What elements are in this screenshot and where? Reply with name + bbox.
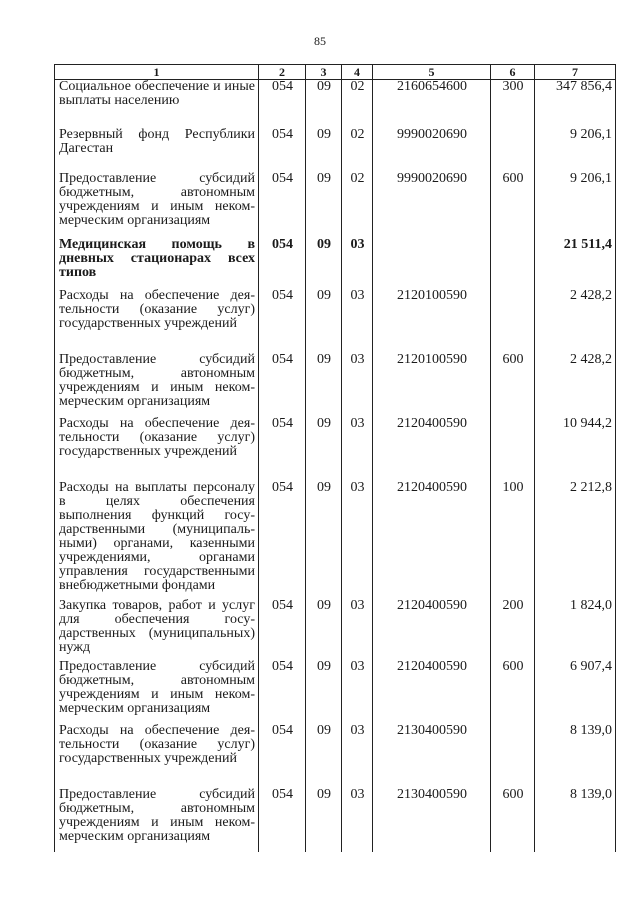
row-target-cell — [373, 238, 491, 289]
row-expense-type-cell: 300 — [491, 80, 535, 128]
row-expense-type-cell: 600 — [491, 172, 535, 238]
row-name-cell: Резервный фонд Республики Дагестан — [55, 128, 259, 172]
row-target-cell: 9990020690 — [373, 172, 491, 238]
row-expense-type-cell: 600 — [491, 788, 535, 852]
row-target-cell: 2120400590 — [373, 417, 491, 481]
row-section-cell: 09 — [306, 724, 342, 788]
row-target-cell: 2120100590 — [373, 353, 491, 417]
row-target-cell: 2120400590 — [373, 660, 491, 724]
row-subsection-cell: 03 — [342, 599, 373, 660]
row-target-cell: 2130400590 — [373, 724, 491, 788]
column-header-5: 5 — [373, 65, 491, 80]
row-section-cell: 09 — [306, 481, 342, 599]
column-header-6: 6 — [491, 65, 535, 80]
table-row — [55, 353, 616, 417]
row-name-cell: Предоставление субсидий бюджетным, автономным учреждениям и иным некоммерческим организациям — [55, 353, 259, 417]
row-amount-cell: 2 428,2 — [535, 353, 616, 417]
row-subsection-cell: 03 — [342, 417, 373, 481]
row-target-cell: 2160654600 — [373, 80, 491, 128]
row-expense-type-cell — [491, 724, 535, 788]
row-code-cell: 054 — [259, 238, 306, 289]
row-expense-type-cell — [491, 289, 535, 353]
row-subsection-cell: 03 — [342, 289, 373, 353]
table-row — [55, 172, 616, 238]
row-code-cell: 054 — [259, 128, 306, 172]
table-header-row — [55, 65, 616, 80]
row-amount-cell: 347 856,4 — [535, 80, 616, 128]
row-code-cell: 054 — [259, 417, 306, 481]
table-row — [55, 788, 616, 852]
table-row — [55, 481, 616, 599]
table-row — [55, 128, 616, 172]
table-row — [55, 80, 616, 128]
row-target-cell: 2120400590 — [373, 599, 491, 660]
row-code-cell: 054 — [259, 660, 306, 724]
table-row — [55, 660, 616, 724]
row-code-cell: 054 — [259, 481, 306, 599]
row-expense-type-cell: 100 — [491, 481, 535, 599]
column-header-3: 3 — [306, 65, 342, 80]
column-header-7: 7 — [535, 65, 616, 80]
row-code-cell: 054 — [259, 724, 306, 788]
row-name-cell: Расходы на выплаты персоналу в целях обеспечения выполнения функций государственными (муниципальными) органами, казенными учреждениями, органами управления государственными внебюджетными фондами — [55, 481, 259, 599]
row-name-cell: Расходы на обеспечение деятельности (оказание услуг) государственных учреждений — [55, 724, 259, 788]
row-expense-type-cell — [491, 417, 535, 481]
table-row — [55, 599, 616, 660]
row-subsection-cell: 02 — [342, 128, 373, 172]
row-amount-cell: 6 907,4 — [535, 660, 616, 724]
row-subsection-cell: 03 — [342, 238, 373, 289]
row-expense-type-cell — [491, 238, 535, 289]
row-name-cell: Расходы на обеспечение деятельности (оказание услуг) государственных учреждений — [55, 417, 259, 481]
row-target-cell: 9990020690 — [373, 128, 491, 172]
row-expense-type-cell: 600 — [491, 660, 535, 724]
row-section-cell: 09 — [306, 80, 342, 128]
column-header-2: 2 — [259, 65, 306, 80]
row-section-cell: 09 — [306, 353, 342, 417]
row-subsection-cell: 03 — [342, 788, 373, 852]
row-code-cell: 054 — [259, 289, 306, 353]
row-name-cell: Социальное обеспечение и иные выплаты населению — [55, 80, 259, 128]
row-amount-cell: 8 139,0 — [535, 788, 616, 852]
row-section-cell: 09 — [306, 599, 342, 660]
row-amount-cell: 8 139,0 — [535, 724, 616, 788]
row-amount-cell: 1 824,0 — [535, 599, 616, 660]
row-section-cell: 09 — [306, 289, 342, 353]
row-subsection-cell: 03 — [342, 481, 373, 599]
row-target-cell: 2130400590 — [373, 788, 491, 852]
row-code-cell: 054 — [259, 80, 306, 128]
row-subsection-cell: 03 — [342, 660, 373, 724]
row-code-cell: 054 — [259, 353, 306, 417]
row-name-cell: Расходы на обеспечение деятельности (оказание услуг) государственных учреждений — [55, 289, 259, 353]
row-amount-cell: 2 212,8 — [535, 481, 616, 599]
row-section-cell: 09 — [306, 417, 342, 481]
table-row — [55, 238, 616, 289]
row-code-cell: 054 — [259, 788, 306, 852]
row-name-cell: Закупка товаров, работ и услуг для обеспечения государственных (муниципальных) нужд — [55, 599, 259, 660]
row-name-cell: Предоставление субсидий бюджетным, автономным учреждениям и иным некоммерческим организациям — [55, 172, 259, 238]
table-row — [55, 417, 616, 481]
row-expense-type-cell: 200 — [491, 599, 535, 660]
row-amount-cell: 21 511,4 — [535, 238, 616, 289]
column-header-4: 4 — [342, 65, 373, 80]
row-code-cell: 054 — [259, 599, 306, 660]
table-row — [55, 289, 616, 353]
page-number: 85 — [314, 34, 326, 48]
row-subsection-cell: 02 — [342, 172, 373, 238]
row-subsection-cell: 03 — [342, 353, 373, 417]
budget-table — [54, 64, 616, 852]
row-expense-type-cell — [491, 128, 535, 172]
row-target-cell: 2120400590 — [373, 481, 491, 599]
row-section-cell: 09 — [306, 172, 342, 238]
table-row — [55, 724, 616, 788]
table-body — [55, 80, 616, 852]
row-code-cell: 054 — [259, 172, 306, 238]
row-amount-cell: 2 428,2 — [535, 289, 616, 353]
row-subsection-cell: 02 — [342, 80, 373, 128]
row-name-cell: Медицинская помощь в дневных стационарах всех типов — [55, 238, 259, 289]
row-section-cell: 09 — [306, 128, 342, 172]
row-amount-cell: 10 944,2 — [535, 417, 616, 481]
row-subsection-cell: 03 — [342, 724, 373, 788]
row-name-cell: Предоставление субсидий бюджетным, автономным учреждениям и иным некоммерческим организациям — [55, 788, 259, 852]
column-header-1: 1 — [55, 65, 259, 80]
row-section-cell: 09 — [306, 238, 342, 289]
row-expense-type-cell: 600 — [491, 353, 535, 417]
row-amount-cell: 9 206,1 — [535, 128, 616, 172]
row-target-cell: 2120100590 — [373, 289, 491, 353]
row-name-cell: Предоставление субсидий бюджетным, автономным учреждениям и иным некоммерческим организациям — [55, 660, 259, 724]
row-section-cell: 09 — [306, 660, 342, 724]
row-section-cell: 09 — [306, 788, 342, 852]
row-amount-cell: 9 206,1 — [535, 172, 616, 238]
